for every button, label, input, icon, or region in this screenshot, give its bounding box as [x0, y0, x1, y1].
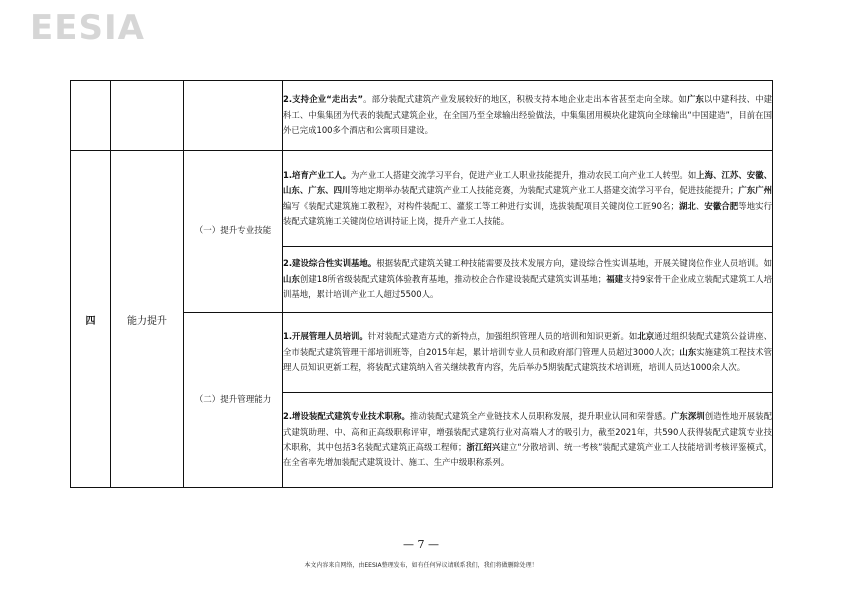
- cell-number-empty: [71, 81, 111, 151]
- eesia-logo: EESIA: [30, 8, 145, 48]
- text-segment: 等地定期举办装配式建筑产业工人技能竞赛，为装配式建筑产业工人搭建交流学习平台，促进技能提升；: [350, 185, 739, 196]
- text-segment: 创造性地开展装配式建筑助理、中、高和正高级职称评审，增强装配式建筑行业对高端人才的吸引力，截至2021年，共590人获得装配式建筑专业技术职称，其中包括3名装配式建筑正高级工程师；: [283, 411, 773, 452]
- row-heading: 1.培育产业工人。: [283, 169, 351, 180]
- page-number: — 7 —: [403, 538, 439, 551]
- row-heading: 1.开展管理人员培训。: [283, 331, 368, 342]
- text-segment: 推动装配式建筑全产业链技术人员职称发展，提升职业认同和荣誉感。: [409, 411, 671, 422]
- row-heading: 2.增设装配式建筑专业技术职称。: [283, 411, 410, 422]
- cell-text-professional-titles: [283, 393, 773, 488]
- bold-text-segment: 安徽合肥: [704, 200, 739, 211]
- text-segment: 支持9家骨干企业成立装配式建筑工人培训基地，累计培训产业工人超过5500人。: [283, 273, 773, 300]
- subcategory-management-ability: （二）提升管理能力: [184, 313, 283, 488]
- bold-text-segment: 山东: [283, 273, 300, 284]
- text-segment: 建立“分散培训、统一考核”装配式建筑产业工人技能培训考核评鉴模式，在全省率先增加装配式建筑设计、施工、生产中级职称系列。: [283, 442, 772, 468]
- text-segment: 针对装配式建造方式的新特点，加强组织管理人员的培训和知识更新。如: [367, 331, 638, 342]
- row-heading: 2.建设综合性实训基地。: [283, 258, 377, 269]
- section-number: 四: [71, 151, 111, 488]
- cell-text-training-base: [283, 247, 773, 313]
- text-segment: 以中建科技、中建科工、中集集团为代表的装配式建筑企业，在全国乃至全球输出经验做法，中集集团用模块化建筑向全球输出“中国建造”，目前在国外已完成100多个酒店和公寓项目建设。: [283, 94, 773, 136]
- subcategory-professional-skills: （一）提升专业技能: [184, 151, 283, 313]
- text-segment: 为产业工人搭建交流学习平台，促进产业工人职业技能提升，推动农民工向产业工人转型。如: [351, 169, 697, 180]
- content-table: [70, 80, 773, 488]
- table-row: [71, 151, 773, 247]
- footer-disclaimer: 本文内容来自网络，由EESIA整理发布，如有任何异议请联系我们，我们将做删除处理！: [304, 562, 538, 569]
- bold-text-segment: 上海、江苏、安徽、山东、广东、四川: [283, 169, 772, 196]
- bold-text-segment: 山东: [679, 346, 697, 357]
- bold-text-segment: 广东深圳: [671, 411, 705, 422]
- text-segment: 、: [695, 200, 705, 211]
- bold-text-segment: 福建: [606, 273, 624, 284]
- bold-text-segment: 广东广州: [738, 185, 773, 196]
- text-segment: 通过组织装配式建筑公益讲座、全市装配式建筑管理干部培训班等，自2015年起，累计培训专业人员和政府部门管理人员超过3000人次；: [283, 331, 773, 357]
- bold-text-segment: 浙江绍兴: [466, 442, 501, 452]
- text-segment: 根据装配式建筑关键工种技能需要及技术发展方向，建设综合性实训基地，开展关键岗位作业人员培训。如: [376, 258, 772, 269]
- cell-subcategory-empty: [184, 81, 283, 151]
- text-segment: 编写《装配式建筑施工教程》，对构件装配工、灌浆工等工种进行实训，选拔装配项目关键岗位工匠90名；: [283, 200, 679, 211]
- cell-text-manager-training: [283, 313, 773, 393]
- bold-text-segment: 广东: [686, 94, 704, 105]
- cell-category-empty: [111, 81, 184, 151]
- text-segment: 。部分装配式建筑产业发展较好的地区，积极支持本地企业走出本省甚至走向全球。如: [362, 94, 687, 105]
- text-segment: 创建18所省级装配式建筑体验教育基地，推动校企合作建设装配式建筑实训基地；: [299, 273, 607, 284]
- text-segment: 等地实行装配式建筑施工关键岗位培训持证上岗，提升产业工人技能。: [283, 200, 773, 226]
- bold-text-segment: 北京: [637, 331, 655, 342]
- row-heading: 2.支持企业“走出去”: [283, 94, 363, 105]
- text-segment: 实施建筑工程技术管理人员知识更新工程，将装配式建筑纳入省关继续教育内容，先后举办5期装配式建筑技术培训班，培训人员达1000余人次。: [283, 346, 773, 373]
- cell-text-industrial-workers: [283, 151, 773, 247]
- bold-text-segment: 湖北: [678, 200, 696, 211]
- row-body: [283, 170, 772, 226]
- section-category: 能力提升: [111, 151, 184, 488]
- cell-text-go-global: [283, 81, 773, 151]
- table-row: [71, 81, 773, 151]
